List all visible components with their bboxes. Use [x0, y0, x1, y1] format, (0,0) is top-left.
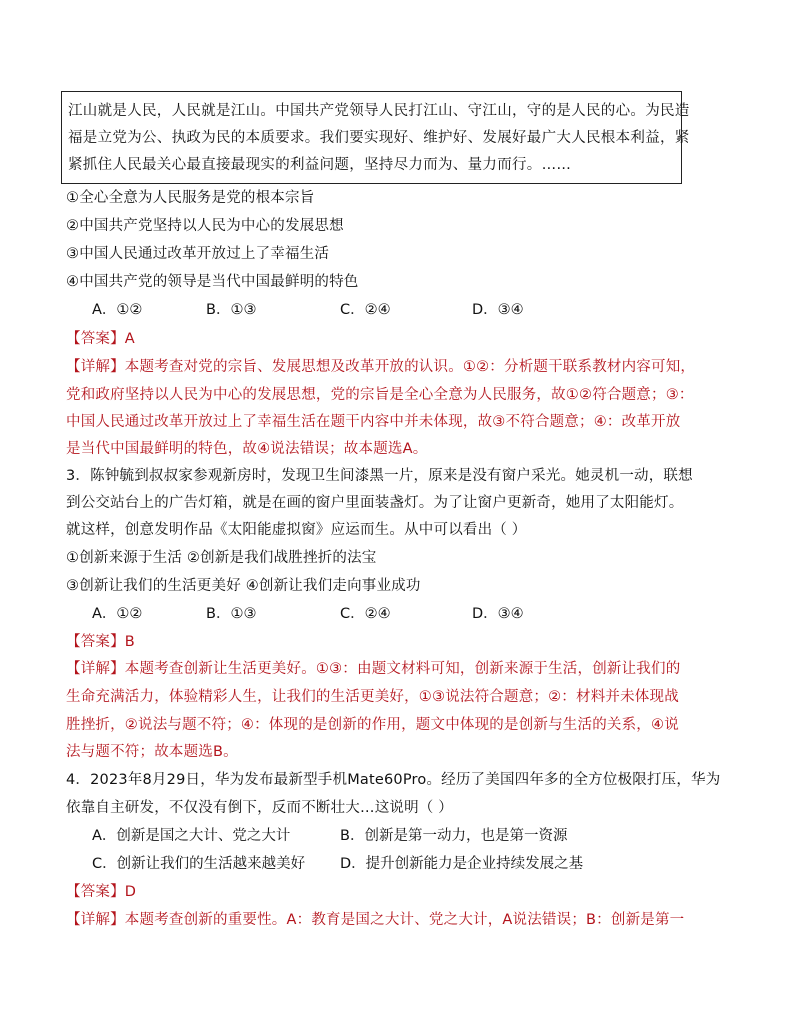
option-a: A．①② — [92, 606, 143, 622]
option-b: B．①③ — [206, 302, 257, 318]
statement: ①创新来源于生活 ②创新是我们战胜挫折的法宝 — [66, 550, 377, 566]
option-d: D．③④ — [472, 302, 524, 318]
answer-label: 【答案】A — [66, 331, 135, 347]
option-a: A．①② — [92, 302, 143, 318]
explanation-line: 胜挫折，②说法与题不符；④：体现的是创新的作用，题文中体现的是创新与生活的关系，④说 — [66, 717, 679, 733]
question-stem: 依靠自主研发，不仅没有倒下，反而不断壮大…这说明（ ） — [66, 800, 454, 816]
question-stem: 4．2023年8月29日，华为发布最新型手机Mate60Pro。经历了美国四年多的全方位极限打压，华为 — [66, 772, 721, 788]
explanation-line: 中国人民通过改革开放过上了幸福生活在题干内容中并未体现，故③不符合题意；④：改革开放 — [66, 414, 681, 430]
passage-line: 紧抓住人民最关心最直接最现实的利益问题，坚持尽力而为、量力而行。…… — [68, 157, 572, 173]
option-c: C．②④ — [340, 302, 391, 318]
question-stem: 到公交站台上的广告灯箱，就是在画的窗户里面装盏灯。为了让窗户更新奇，她用了太阳能灯。 — [66, 495, 684, 511]
statement: ③中国人民通过改革开放过上了幸福生活 — [66, 246, 330, 262]
explanation-line: 法与题不符；故本题选B。 — [66, 744, 238, 760]
option-d: D．③④ — [472, 606, 524, 622]
option-b: B．创新是第一动力，也是第一资源 — [340, 828, 568, 844]
option-d: D．提升创新能力是企业持续发展之基 — [340, 856, 584, 872]
statement: ②中国共产党坚持以人民为中心的发展思想 — [66, 218, 344, 234]
option-a: A．创新是国之大计、党之大计 — [92, 828, 291, 844]
explanation-line: 是当代中国最鲜明的特色，故④说法错误；故本题选A。 — [66, 441, 428, 457]
option-c: C．②④ — [340, 606, 391, 622]
option-c: C．创新让我们的生活越来越美好 — [92, 856, 306, 872]
question-stem: 就这样，创意发明作品《太阳能虚拟窗》应运而生。从中可以看出（ ） — [66, 522, 527, 538]
explanation-line: 【详解】本题考查创新的重要性。A：教育是国之大计、党之大计，A说法错误；B：创新是第一 — [66, 912, 685, 928]
passage-line: 江山就是人民，人民就是江山。中国共产党领导人民打江山、守江山，守的是人民的心。为民造 — [68, 103, 690, 119]
passage-box — [61, 91, 690, 184]
answer-label: 【答案】D — [66, 884, 137, 900]
option-b: B．①③ — [206, 606, 257, 622]
answer-label: 【答案】B — [66, 634, 135, 650]
explanation-line: 生命充满活力，体验精彩人生，让我们的生活更美好，①③说法符合题意；②：材料并未体现战 — [66, 689, 679, 705]
question-stem: 3．陈钟毓到叔叔家参观新房时，发现卫生间漆黑一片，原来是没有窗户采光。她灵机一动，联想 — [66, 468, 693, 484]
statement: ①全心全意为人民服务是党的根本宗旨 — [66, 190, 315, 206]
explanation-line: 【详解】本题考查创新让生活更美好。①③：由题文材料可知，创新来源于生活，创新让我们的 — [66, 661, 681, 677]
passage-line: 福是立党为公、执政为民的本质要求。我们要实现好、维护好、发展好最广大人民根本利益，紧 — [68, 130, 690, 146]
explanation-line: 党和政府坚持以人民为中心的发展思想，党的宗旨是全心全意为人民服务，故①②符合题意；③： — [66, 387, 694, 403]
statement: ④中国共产党的领导是当代中国最鲜明的特色 — [66, 274, 359, 290]
statement: ③创新让我们的生活更美好 ④创新让我们走向事业成功 — [66, 578, 421, 594]
explanation-line: 【详解】本题考查对党的宗旨、发展思想及改革开放的认识。①②：分析题干联系教材内容可知， — [66, 359, 696, 375]
